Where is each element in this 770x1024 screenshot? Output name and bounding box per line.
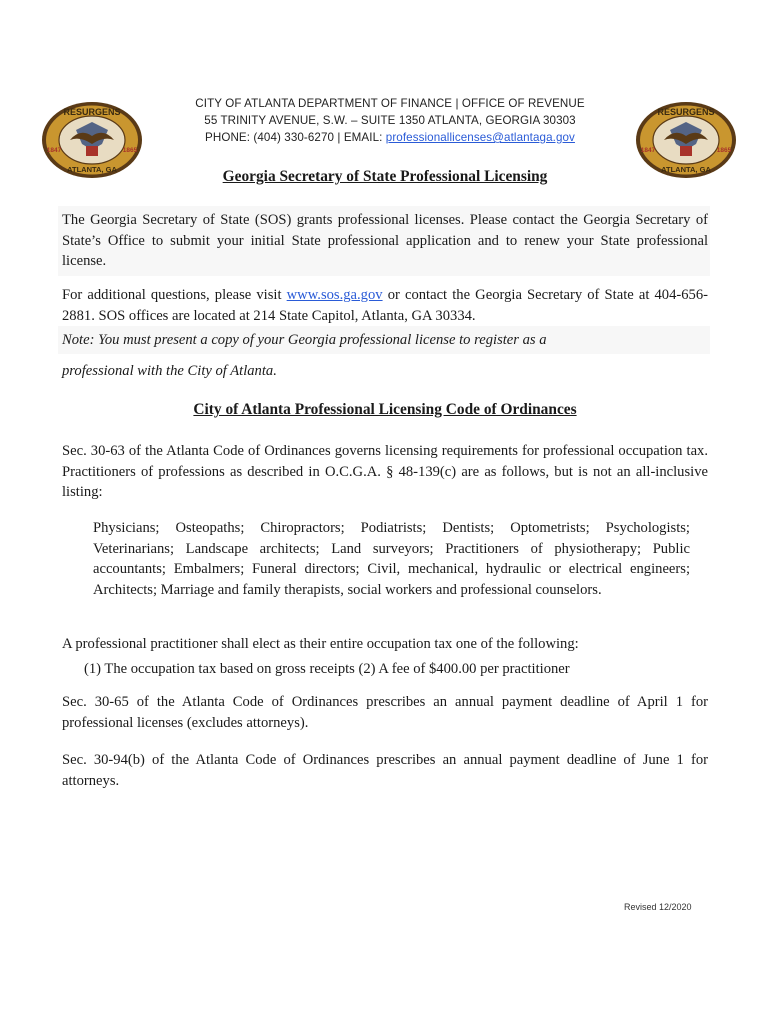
section-title-ordinances: City of Atlanta Professional Licensing Code of Ordinances bbox=[193, 401, 577, 418]
seal-year-right: 1865 bbox=[716, 147, 732, 154]
seal-top-text: RESURGENS bbox=[657, 107, 715, 117]
ordinance-sec-30-65: Sec. 30-65 of the Atlanta Code of Ordinances prescribes an annual payment deadline of April 1 for professional licenses (excludes attorneys). bbox=[62, 694, 708, 731]
tax-options: (1) The occupation tax based on gross receipts (2) A fee of $400.00 per practitioner bbox=[84, 661, 570, 677]
ordinance-sec-30-63: Sec. 30-63 of the Atlanta Code of Ordinances governs licensing requirements for professional occupation tax. Practitioners of professions as described in O.C.G.A. § 48-139(c) are as follows, but is not an all-inclusive listing: bbox=[62, 443, 708, 500]
sos-contact-prefix: For additional questions, please visit bbox=[62, 287, 287, 303]
letterhead bbox=[150, 95, 630, 146]
note-line-1: Note: You must present a copy of your Georgia professional license to register as a bbox=[62, 332, 547, 348]
section-title-sos: Georgia Secretary of State Professional Licensing bbox=[222, 168, 548, 185]
sos-paragraph: The Georgia Secretary of State (SOS) grants professional licenses. Please contact the Georgia Secretary of State’s Office to submit your initial State professional application and to renew your State professional license. bbox=[62, 212, 708, 269]
header-line-address: 55 TRINITY AVENUE, S.W. – SUITE 1350 ATLANTA, GEORGIA 30303 bbox=[204, 114, 576, 127]
sos-contact-paragraph bbox=[62, 285, 708, 326]
ordinance-sec-30-94b: Sec. 30-94(b) of the Atlanta Code of Ordinances prescribes an annual payment deadline of June 1 for attorneys. bbox=[62, 752, 708, 789]
sos-website-link[interactable]: www.sos.ga.gov bbox=[286, 287, 383, 303]
header-line-contact bbox=[150, 129, 630, 146]
header-phone: PHONE: (404) 330-6270 | EMAIL: bbox=[205, 131, 386, 144]
seal-year-left: 1847 bbox=[640, 147, 656, 154]
seal-bottom-text: ATLANTA, GA bbox=[67, 165, 117, 174]
seal-bottom-text: ATLANTA, GA bbox=[661, 165, 711, 174]
seal-top-text: RESURGENS bbox=[63, 107, 121, 117]
header-line-department: CITY OF ATLANTA DEPARTMENT OF FINANCE | OFFICE OF REVENUE bbox=[195, 97, 585, 110]
revision-date: Revised 12/2020 bbox=[624, 902, 692, 912]
profession-list: Physicians; Osteopaths; Chiropractors; Podiatrists; Dentists; Optometrists; Psychologists; Veterinarians; Landscape architects; Land surveyors; Practitioners of physiotherapy; Public accountants; Embalmers; Funeral directors; Civil, mechanical, hydraulic or electrical engineers; Architects; Marriage and family therapists, social workers and professional counselors. bbox=[93, 520, 690, 598]
practitioner-election: A professional practitioner shall elect as their entire occupation tax one of the following: bbox=[62, 636, 579, 652]
seal-year-right: 1865 bbox=[122, 147, 138, 154]
seal-year-left: 1847 bbox=[46, 147, 62, 154]
sos-contact-suffix: or contact the Georgia Secretary of State at 404-656-2881. SOS offices are located at 214 State Capitol, Atlanta, GA 30334. bbox=[62, 287, 708, 324]
note-line-2: professional with the City of Atlanta. bbox=[62, 363, 277, 379]
email-link[interactable]: professionallicenses@atlantaga.gov bbox=[385, 131, 575, 144]
